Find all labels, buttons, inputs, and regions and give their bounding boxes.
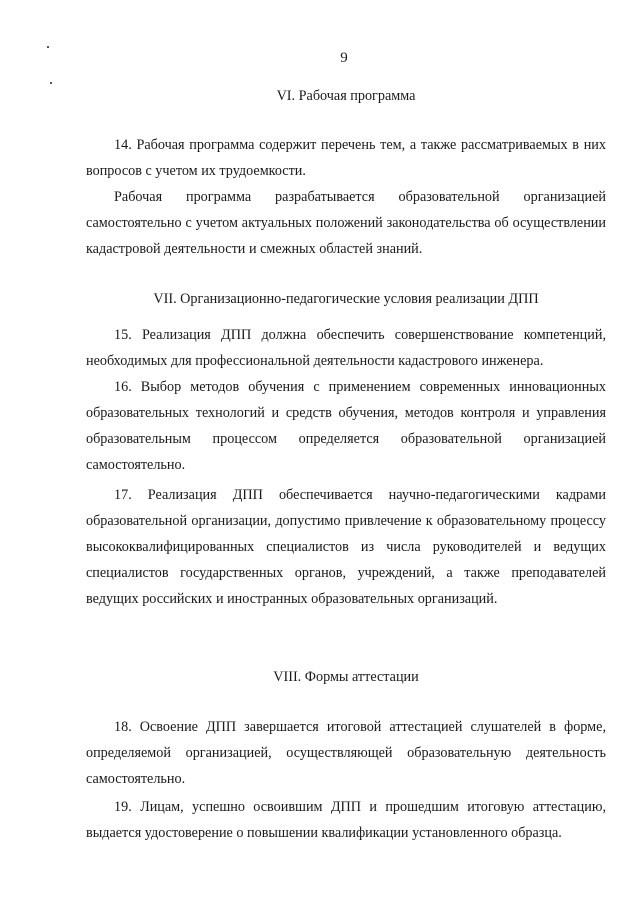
paragraph-17: 17. Реализация ДПП обеспечивается научно-педагогическими кадрами образовательной организации, допустимо привлечение к образовательному процессу высококвалифицированных специалистов из числа руководителей и ведущих специалистов государственных органов, учреждений, а также преподавателей ведущих российских и иностранных образовательных организаций. <box>86 487 606 607</box>
paragraph-19: 19. Лицам, успешно освоившим ДПП и прошедшим итоговую аттестацию, выдается удостоверение о повышении квалификации установленного образца. <box>86 799 606 841</box>
paragraph-work-program: Рабочая программа разрабатывается образовательной организацией самостоятельно с учетом актуальных положений законодательства об осуществлении кадастровой деятельности и смежных областей знаний. <box>86 189 606 257</box>
section-8-heading: VIII. Формы аттестации <box>273 669 419 685</box>
paragraph-18: 18. Освоение ДПП завершается итоговой аттестацией слушателей в форме, определяемой организацией, осуществляющей образовательную деятельность самостоятельно. <box>86 719 606 787</box>
scan-speck <box>50 82 52 84</box>
scan-speck <box>47 46 49 48</box>
section-7-heading: VII. Организационно-педагогические условия реализации ДПП <box>153 291 539 307</box>
page-number: 9 <box>340 50 348 66</box>
paragraph-15: 15. Реализация ДПП должна обеспечить совершенствование компетенций, необходимых для профессиональной деятельности кадастрового инженера. <box>86 327 606 369</box>
section-6-heading: VI. Рабочая программа <box>276 88 416 104</box>
paragraph-16: 16. Выбор методов обучения с применением современных инновационных образовательных технологий и средств обучения, методов контроля и управления образовательным процессом определяется образовательной организацией самостоятельно. <box>86 379 606 473</box>
paragraph-14: 14. Рабочая программа содержит перечень тем, а также рассматриваемых в них вопросов с учетом их трудоемкости. <box>86 137 606 179</box>
